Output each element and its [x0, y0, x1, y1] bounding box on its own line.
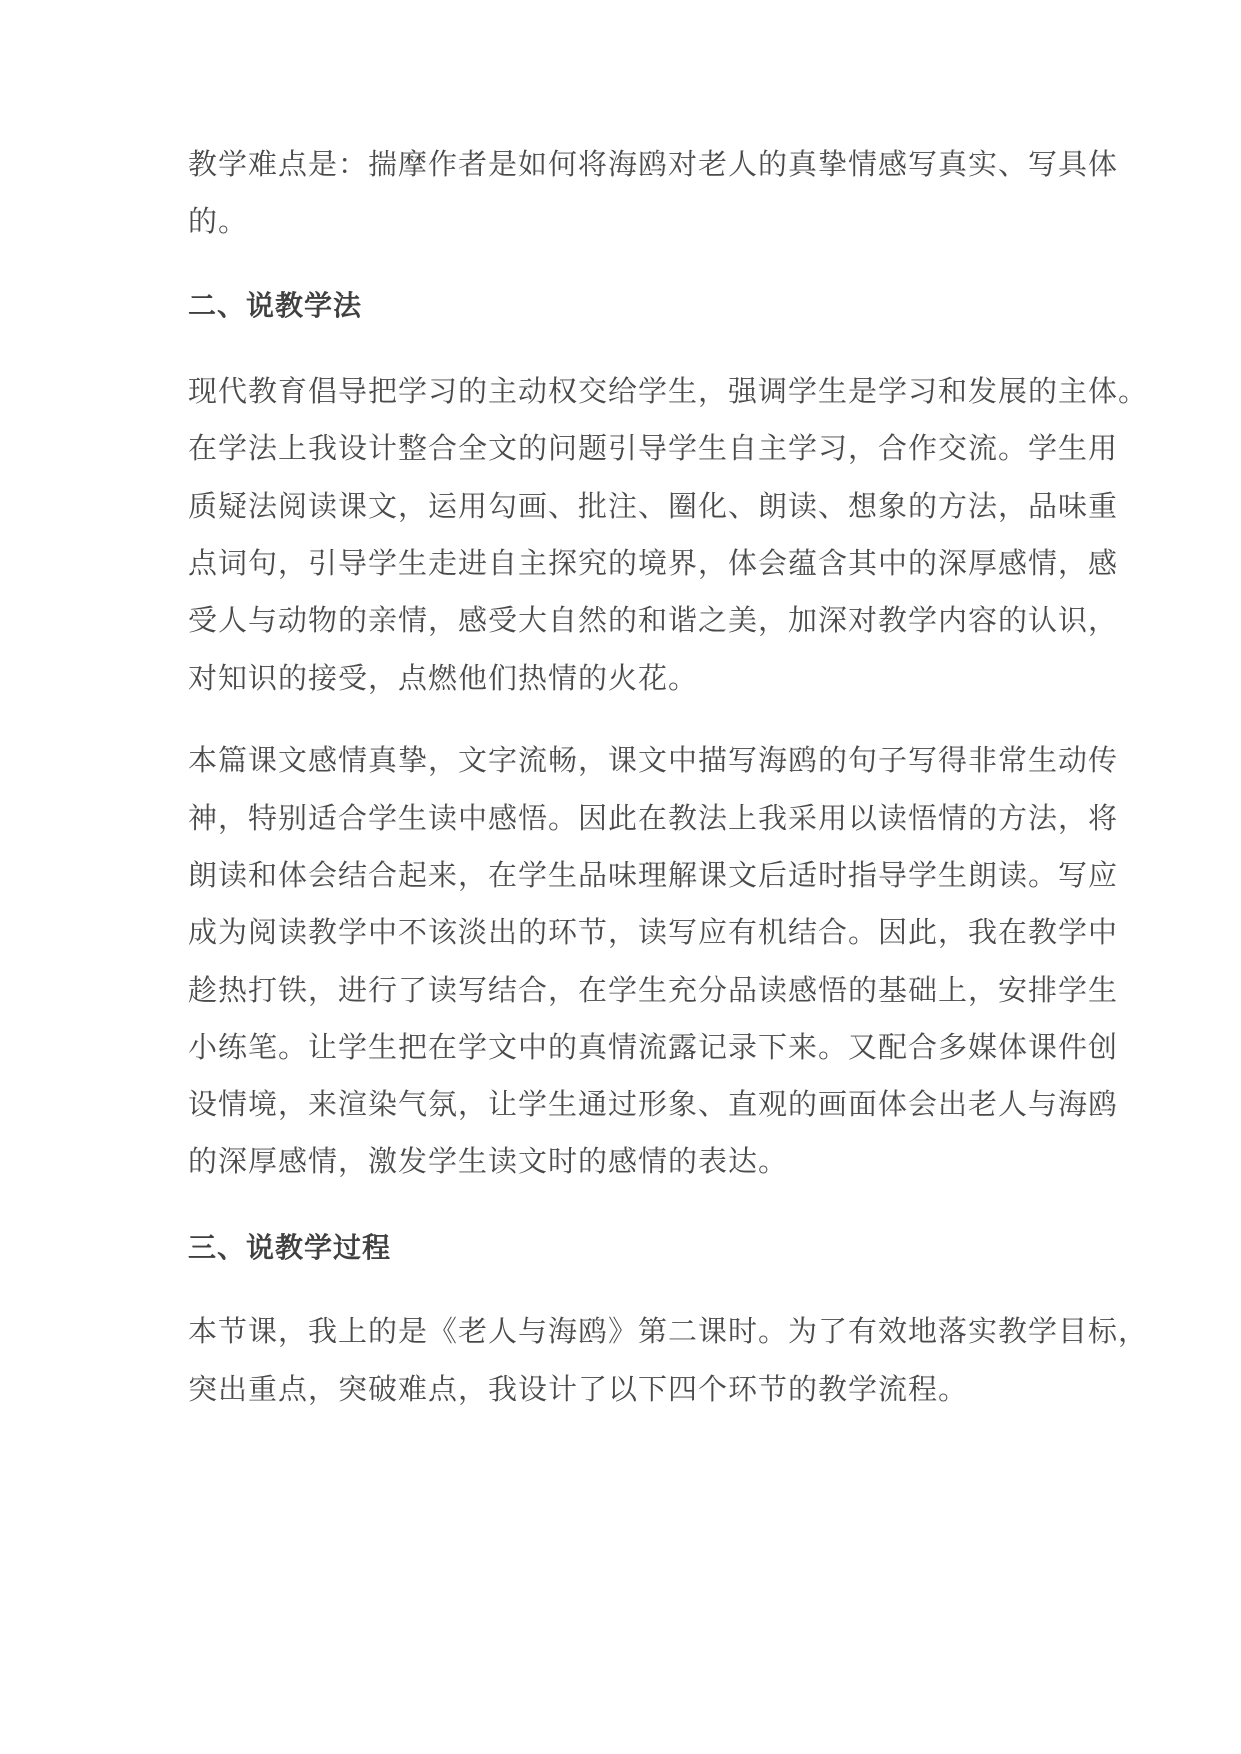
section-heading: 三、说教学过程: [188, 1231, 392, 1264]
section-heading: 二、说教学法: [188, 289, 363, 322]
paragraph-line: 对知识的接受，点燃他们热情的火花。: [188, 661, 699, 695]
paragraph-line: 趁热打铁，进行了读写结合，在学生充分品读感悟的基础上，安排学生: [188, 973, 1119, 1007]
paragraph-line: 神，特别适合学生读中感悟。因此在教法上我采用以读悟情的方法，将: [188, 801, 1119, 835]
paragraph-line: 点词句，引导学生走进自主探究的境界，体会蕴含其中的深厚感情，感: [188, 546, 1119, 580]
paragraph-line: 教学难点是：揣摩作者是如何将海鸥对老人的真挚情感写真实、写具体: [188, 147, 1119, 181]
paragraph-line: 在学法上我设计整合全文的问题引导学生自主学习，合作交流。学生用: [188, 431, 1119, 465]
paragraph-line: 成为阅读教学中不该淡出的环节，读写应有机结合。因此，我在教学中: [188, 915, 1119, 949]
paragraph-line: 现代教育倡导把学习的主动权交给学生，强调学生是学习和发展的主体。: [188, 374, 1149, 408]
paragraph-line: 质疑法阅读课文，运用勾画、批注、圈化、朗读、想象的方法，品味重: [188, 489, 1119, 523]
paragraph-line: 朗读和体会结合起来，在学生品味理解课文后适时指导学生朗读。写应: [188, 858, 1119, 892]
paragraph-line: 的。: [188, 204, 249, 238]
paragraph-line: 小练笔。让学生把在学文中的真情流露记录下来。又配合多媒体课件创: [188, 1030, 1119, 1064]
paragraph-line: 本篇课文感情真挚，文字流畅，课文中描写海鸥的句子写得非常生动传: [188, 743, 1119, 777]
paragraph-line: 的深厚感情，激发学生读文时的感情的表达。: [188, 1144, 789, 1178]
paragraph-line: 设情境，来渲染气氛，让学生通过形象、直观的画面体会出老人与海鸥: [188, 1087, 1119, 1121]
paragraph-line: 突出重点，突破难点，我设计了以下四个环节的教学流程。: [188, 1372, 969, 1406]
paragraph-line: 受人与动物的亲情，感受大自然的和谐之美，加深对教学内容的认识，: [188, 603, 1119, 637]
paragraph-line: 本节课，我上的是《老人与海鸥》第二课时。为了有效地落实教学目标，: [188, 1314, 1149, 1348]
